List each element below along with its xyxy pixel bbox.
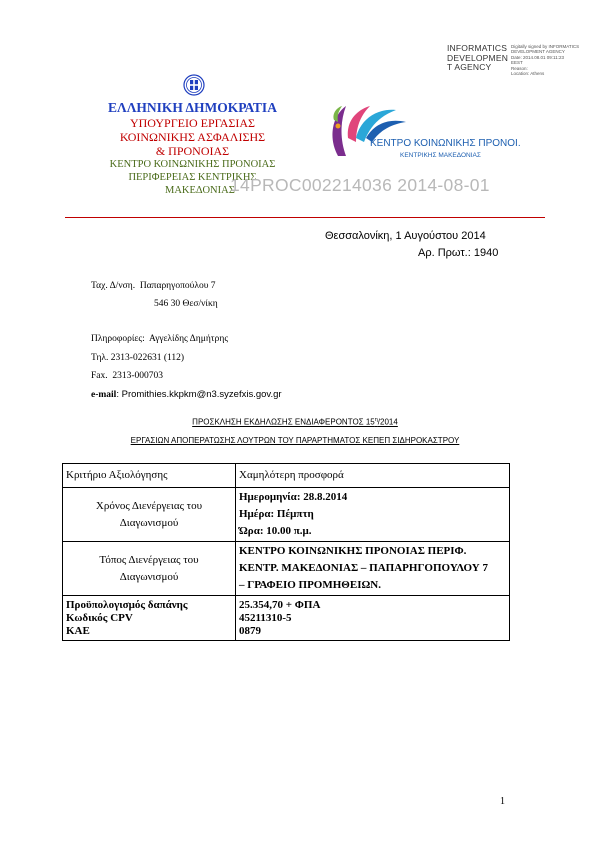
place-value-line: – ΓΡΑΦΕΙΟ ΠΡΟΜΗΘΕΙΩΝ. [239, 579, 381, 591]
time-value-line: Ημέρα: Πέμπτη [239, 508, 314, 520]
place-value-cell [236, 542, 510, 596]
signature-info-line: Reason: [511, 65, 528, 71]
budget-label-line: Κωδικός CPV [66, 612, 133, 624]
place-label-line: Διαγωνισμού [119, 570, 179, 583]
budget-label-line: ΚΑΕ [66, 625, 90, 637]
notice-title-main: ΠΡΟΣΚΛΗΣΗ ΕΚΔΗΛΩΣΗΣ ΕΝΔΙΑΦΕΡΟΝΤΟΣ 15 [192, 417, 375, 427]
notice-title-end: /2014 [377, 417, 398, 427]
budget-value-cell [236, 596, 510, 641]
info-label: Πληροφορίες: [91, 334, 145, 344]
contact-email-line [91, 385, 282, 405]
place-value-line: ΚΕΝΤΡΟ ΚΟΙΝΩΝΙΚΗΣ ΠΡΟΝΟΙΑΣ ΠΕΡΙΦ. [239, 545, 467, 557]
address-street: Παπαρηγοπούλου 7 [139, 281, 216, 291]
time-value-line: Ημερομηνία: 28.8.2014 [239, 491, 348, 503]
time-label-line: Διαγωνισμού [119, 516, 179, 529]
ministry-line: ΚΟΙΝΩΝΙΚΗΣ ΑΣΦΑΛΙΣΗΣ [119, 130, 266, 144]
signature-name [447, 44, 507, 73]
coat-of-arms-icon [183, 74, 205, 96]
budget-value-line: 0879 [239, 625, 261, 637]
table-row [63, 464, 510, 488]
email-label: e-mail [91, 390, 117, 400]
protocol-number: Αρ. Πρωτ.: 1940 [418, 247, 499, 259]
fax-value: 2313-000703 [112, 371, 164, 381]
budget-value-line: 25.354,70 + ΦΠΑ [239, 599, 321, 611]
logo-subtitle: ΚΕΝΤΡΙΚΗΣ ΜΑΚΕΔΟΝΙΑΣ [400, 152, 481, 159]
center-line: ΜΑΚΕΔΟΝΙΑΣ [165, 185, 235, 196]
place-label-line: Τόπος Διενέργειας του [99, 553, 199, 566]
country-title: ΕΛΛΗΝΙΚΗ ΔΗΜΟΚΡΑΤΙΑ [108, 100, 277, 115]
signature-info-line: DEVELOPMENT AGENCY [511, 49, 565, 55]
header-divider [65, 217, 545, 218]
center-line: ΠΕΡΙΦΕΡΕΙΑΣ ΚΕΝΤΡΙΚΗΣ [128, 172, 257, 183]
contact-info-line [91, 330, 228, 349]
time-value-line: Ώρα: 10.00 π.μ. [239, 525, 312, 537]
address-label: Ταχ. Δ/νση. [91, 281, 136, 291]
signature-info-line: Date: 2014.08.01 09:11:23 [511, 54, 564, 60]
signature-name-line: DEVELOPMEN [447, 52, 509, 63]
ada-code: 14PROC002214036 2014-08-01 [230, 175, 490, 195]
notice-title [60, 417, 530, 427]
time-value-cell [236, 488, 510, 542]
ministry-line: & ΠΡΟΝΟΙΑΣ [155, 144, 230, 158]
contact-fax-line [91, 367, 163, 386]
signature-name-line: INFORMATICS [447, 43, 508, 53]
tel-label: Τηλ. [91, 353, 109, 363]
address-city: 546 30 Θεσ/νίκη [154, 299, 218, 309]
page-number: 1 [500, 796, 505, 807]
signature-info-line: Digitally signed by INFORMATICS [511, 44, 580, 49]
notice-title-sup: η [374, 417, 378, 423]
contact-tel-line [91, 349, 184, 368]
budget-label-cell [63, 596, 236, 641]
time-label-cell [63, 488, 236, 542]
signature-name-line: T AGENCY [447, 62, 492, 72]
info-value: Αγγελίδης Δημήτρης [149, 334, 229, 344]
email-value[interactable]: : Promithies.kkpkm@n3.syzefxis.gov.gr [116, 389, 282, 400]
center-line: ΚΕΝΤΡΟ ΚΟΙΝΩΝΙΚΗΣ ΠΡΟΝΟΙΑΣ [109, 159, 276, 170]
tel-value: 2313-022631 (112) [110, 353, 185, 363]
table-row [63, 596, 510, 641]
budget-label-line: Προϋπολογισμός δαπάνης [66, 599, 188, 611]
notice-subtitle: ΕΡΓΑΣΙΩΝ ΑΠΟΠΕΡΑΤΩΣΗΣ ΛΟΥΤΡΩΝ ΤΟΥ ΠΑΡΑΡΤΗΜΑΤΟΣ ΚΕΠΕΠ ΣΙΔΗΡΟΚΑΣΤΡΟΥ [130, 436, 460, 445]
budget-value-line: 45211310-5 [239, 612, 292, 624]
table-row [63, 542, 510, 596]
table-row [63, 488, 510, 542]
place-label-cell [63, 542, 236, 596]
signature-info-line: EEST [511, 60, 523, 66]
ministry-line: ΥΠΟΥΡΓΕΙΟ ΕΡΓΑΣΙΑΣ [129, 116, 256, 130]
organization-logo-icon [326, 98, 426, 160]
table-header-cell: Κριτήριο Αξιολόγησης [63, 464, 236, 488]
date-line: Θεσσαλονίκη, 1 Αυγούστου 2014 [325, 230, 486, 242]
logo-title: ΚΕΝΤΡΟ ΚΟΙΝΩΝΙΚΗΣ ΠΡΟΝΟΙ. [370, 138, 521, 149]
time-label-line: Χρόνος Διενέργειας του [95, 499, 203, 512]
criteria-table [62, 463, 510, 641]
fax-label: Fax. [91, 371, 108, 381]
address-line [91, 277, 216, 296]
signature-info-line: Location: Athens [511, 71, 545, 77]
signature-info [511, 44, 591, 76]
table-header-cell: Χαμηλότερη προσφορά [236, 464, 510, 488]
place-value-line: ΚΕΝΤΡ. ΜΑΚΕΔΟΝΙΑΣ – ΠΑΠΑΡΗΓΟΠΟΥΛΟΥ 7 [239, 562, 489, 574]
